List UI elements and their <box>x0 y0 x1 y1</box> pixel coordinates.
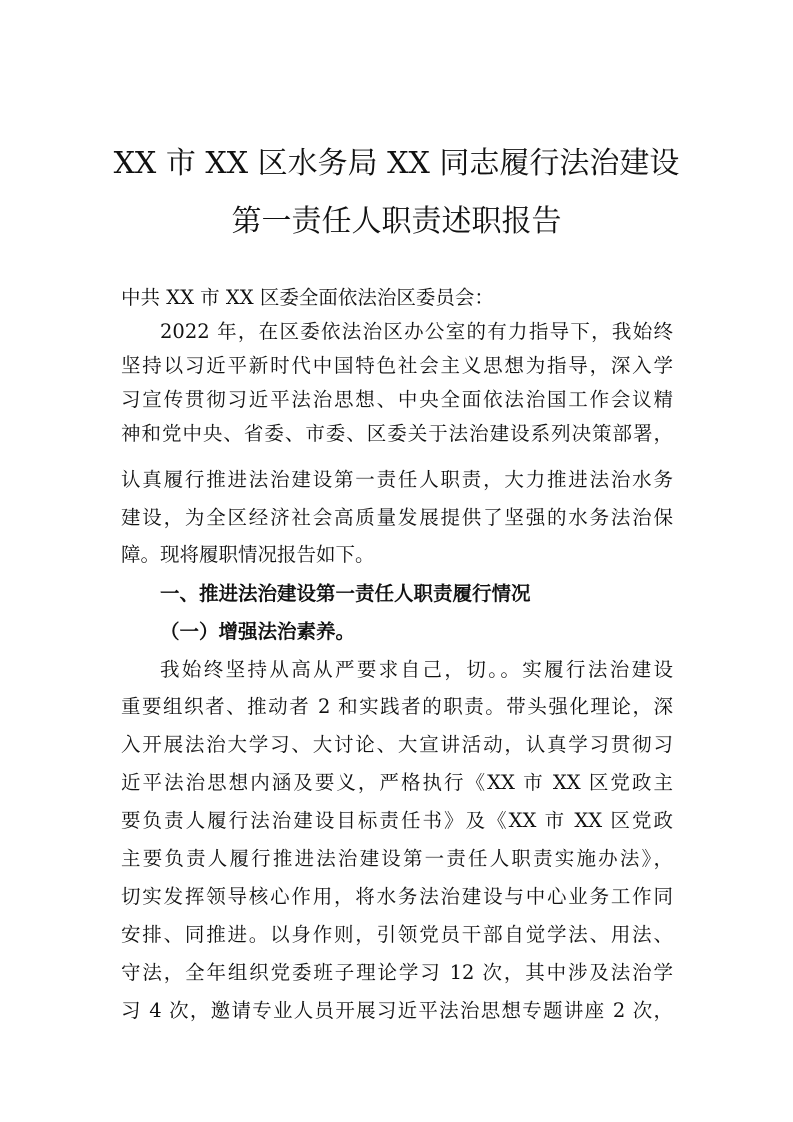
document-title-line-1: XX 市 XX 区水务局 XX 同志履行法治建设 <box>113 146 680 181</box>
paragraph-2-line: 安排、同推进。以身作则，引领党员干部自觉学法、用法、 <box>121 923 673 946</box>
paragraph-2-line: 入开展法治大学习、大讨论、大宣讲活动，认真学习贯彻习 <box>121 733 673 756</box>
paragraph-2-line: 我始终坚持从高从严要求自己，切。。实履行法治建设 <box>160 658 673 681</box>
paragraph-2-line: 习 4 次，邀请专业人员开展习近平法治思想专题讲座 2 次， <box>121 999 673 1022</box>
paragraph-1-line: 建设，为全区经济社会高质量发展提供了坚强的水务法治保 <box>121 506 673 529</box>
paragraph-2-line: 切实发挥领导核心作用，将水务法治建设与中心业务工作同 <box>121 885 673 908</box>
paragraph-1-line: 习宣传贯彻习近平法治思想、中央全面依法治国工作会议精 <box>121 388 673 411</box>
paragraph-1-line: 坚持以习近平新时代中国特色社会主义思想为指导，深入学 <box>121 354 673 377</box>
paragraph-2-line: 要负责人履行法治建设目标责任书》及《XX 市 XX 区党政 <box>121 809 673 832</box>
paragraph-1-line: 神和党中央、省委、市委、区委关于法治建设系列决策部署， <box>121 422 673 445</box>
paragraph-1-line: 认真履行推进法治建设第一责任人职责，大力推进法治水务 <box>121 468 673 491</box>
salutation: 中共 XX 市 XX 区委全面依法治区委员会： <box>121 286 494 309</box>
paragraph-2-line: 主要负责人履行推进法治建设第一责任人职责实施办法》， <box>121 847 673 870</box>
paragraph-2-line: 重要组织者、推动者 2 和实践者的职责。带头强化理论，深 <box>121 695 673 718</box>
subsection-1-heading: （一）增强法治素养。 <box>160 620 356 643</box>
paragraph-1-line: 障。现将履职情况报告如下。 <box>121 543 375 566</box>
paragraph-1-line: 2022 年，在区委依法治区办公室的有力指导下，我始终 <box>160 320 673 343</box>
section-1-heading: 一、推进法治建设第一责任人职责履行情况 <box>160 582 531 605</box>
document-title-line-2: 第一责任人职责述职报告 <box>231 204 562 239</box>
paragraph-2-line: 守法，全年组织党委班子理论学习 12 次，其中涉及法治学 <box>121 961 673 984</box>
paragraph-2-line: 近平法治思想内涵及要义，严格执行《XX 市 XX 区党政主 <box>121 771 673 794</box>
